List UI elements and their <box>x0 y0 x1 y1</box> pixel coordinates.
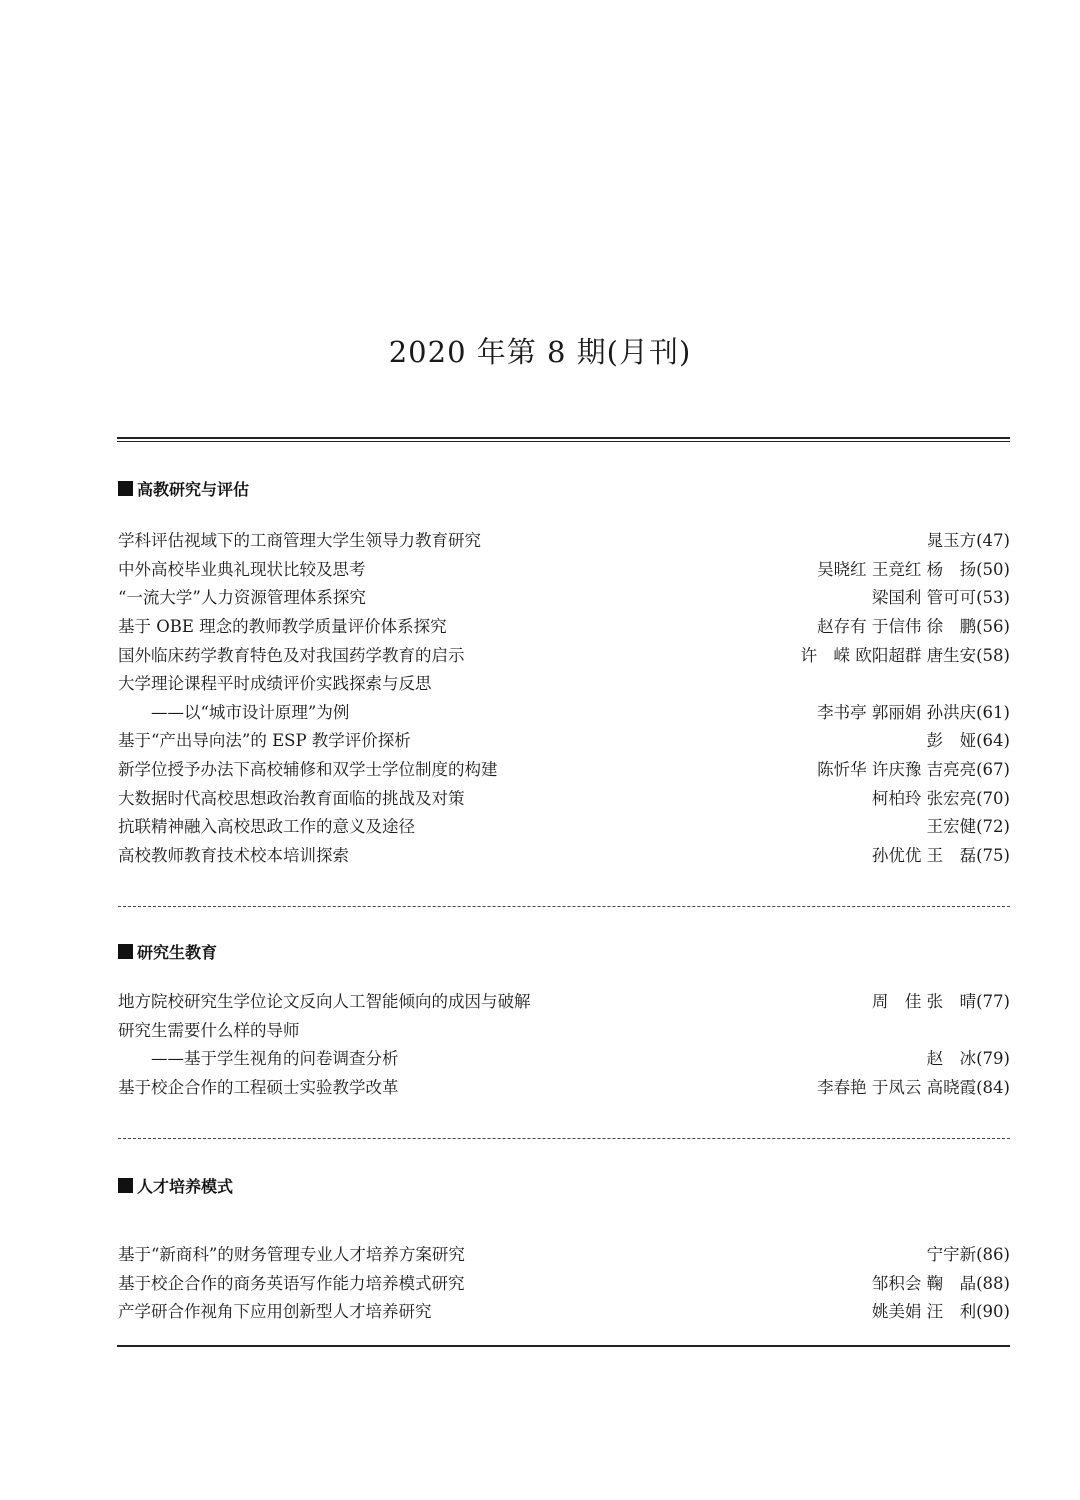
section-divider <box>118 906 1010 907</box>
issue-title: 2020 年第 8 期(月刊) <box>388 335 692 369</box>
toc-entry[interactable]: 大数据时代高校思想政治教育面临的挑战及对策 柯柏玲 张宏亮(70) <box>118 788 1010 808</box>
section-heading: 人才培养模式 <box>118 1174 233 1197</box>
toc-entry[interactable]: 国外临床药学教育特色及对我国药学教育的启示 许 嵘 欧阳超群 唐生安(58) <box>118 645 1010 665</box>
toc-entry[interactable]: 抗联精神融入高校思政工作的意义及途径 王宏健(72) <box>118 817 1010 837</box>
square-bullet-icon <box>118 481 133 496</box>
bottom-rule <box>117 1345 1010 1347</box>
section-divider <box>118 1138 1010 1139</box>
top-double-rule <box>117 437 1010 442</box>
toc-entry[interactable]: 地方院校研究生学位论文反向人工智能倾向的成因与破解 周 佳 张 晴(77) <box>118 992 1010 1012</box>
toc-entry[interactable]: 基于 OBE 理念的教师教学质量评价体系探究 赵存有 于信伟 徐 鹏(56) <box>118 617 1010 637</box>
section-entries <box>118 1239 1010 1325</box>
toc-entry-subtitle[interactable]: ——基于学生视角的问卷调查分析 赵 冰(79) <box>151 1049 1010 1069</box>
section-heading: 高教研究与评估 <box>118 477 249 500</box>
toc-entry[interactable]: 基于校企合作的商务英语写作能力培养模式研究 邹积会 鞠 晶(88) <box>118 1273 1010 1293</box>
section-heading: 研究生教育 <box>118 940 217 963</box>
toc-entry-subtitle[interactable]: ——以“城市设计原理”为例 李书亭 郭丽娟 孙洪庆(61) <box>151 702 1010 722</box>
toc-entry[interactable]: 高校教师教育技术校本培训探索 孙优优 王 磊(75) <box>118 845 1010 865</box>
toc-entry[interactable]: 新学位授予办法下高校辅修和双学士学位制度的构建 陈忻华 许庆豫 吉亮亮(67) <box>118 760 1010 780</box>
toc-entry[interactable]: 产学研合作视角下应用创新型人才培养研究 姚美娟 汪 利(90) <box>118 1302 1010 1322</box>
section-entries <box>118 525 1010 868</box>
square-bullet-icon <box>118 1178 133 1193</box>
toc-entry[interactable]: 研究生需要什么样的导师 <box>118 1020 300 1040</box>
section-entries <box>118 986 1010 1100</box>
toc-entry[interactable]: 大学理论课程平时成绩评价实践探索与反思 <box>118 674 432 694</box>
toc-entry[interactable]: 基于校企合作的工程硕士实验教学改革 李春艳 于凤云 高晓霞(84) <box>118 1078 1010 1098</box>
toc-entry[interactable]: 基于“产出导向法”的 ESP 教学评价探析 彭 娅(64) <box>118 731 1010 751</box>
toc-entry[interactable]: 基于“新商科”的财务管理专业人才培养方案研究 宁宇新(86) <box>118 1245 1010 1265</box>
toc-entry[interactable]: 中外高校毕业典礼现状比较及思考 吴晓红 王竞红 杨 扬(50) <box>118 559 1010 579</box>
toc-entry[interactable]: 学科评估视域下的工商管理大学生领导力教育研究 晁玉方(47) <box>118 531 1010 551</box>
square-bullet-icon <box>118 944 133 959</box>
toc-entry[interactable]: “一流大学”人力资源管理体系探究 梁国利 管可可(53) <box>118 588 1010 608</box>
